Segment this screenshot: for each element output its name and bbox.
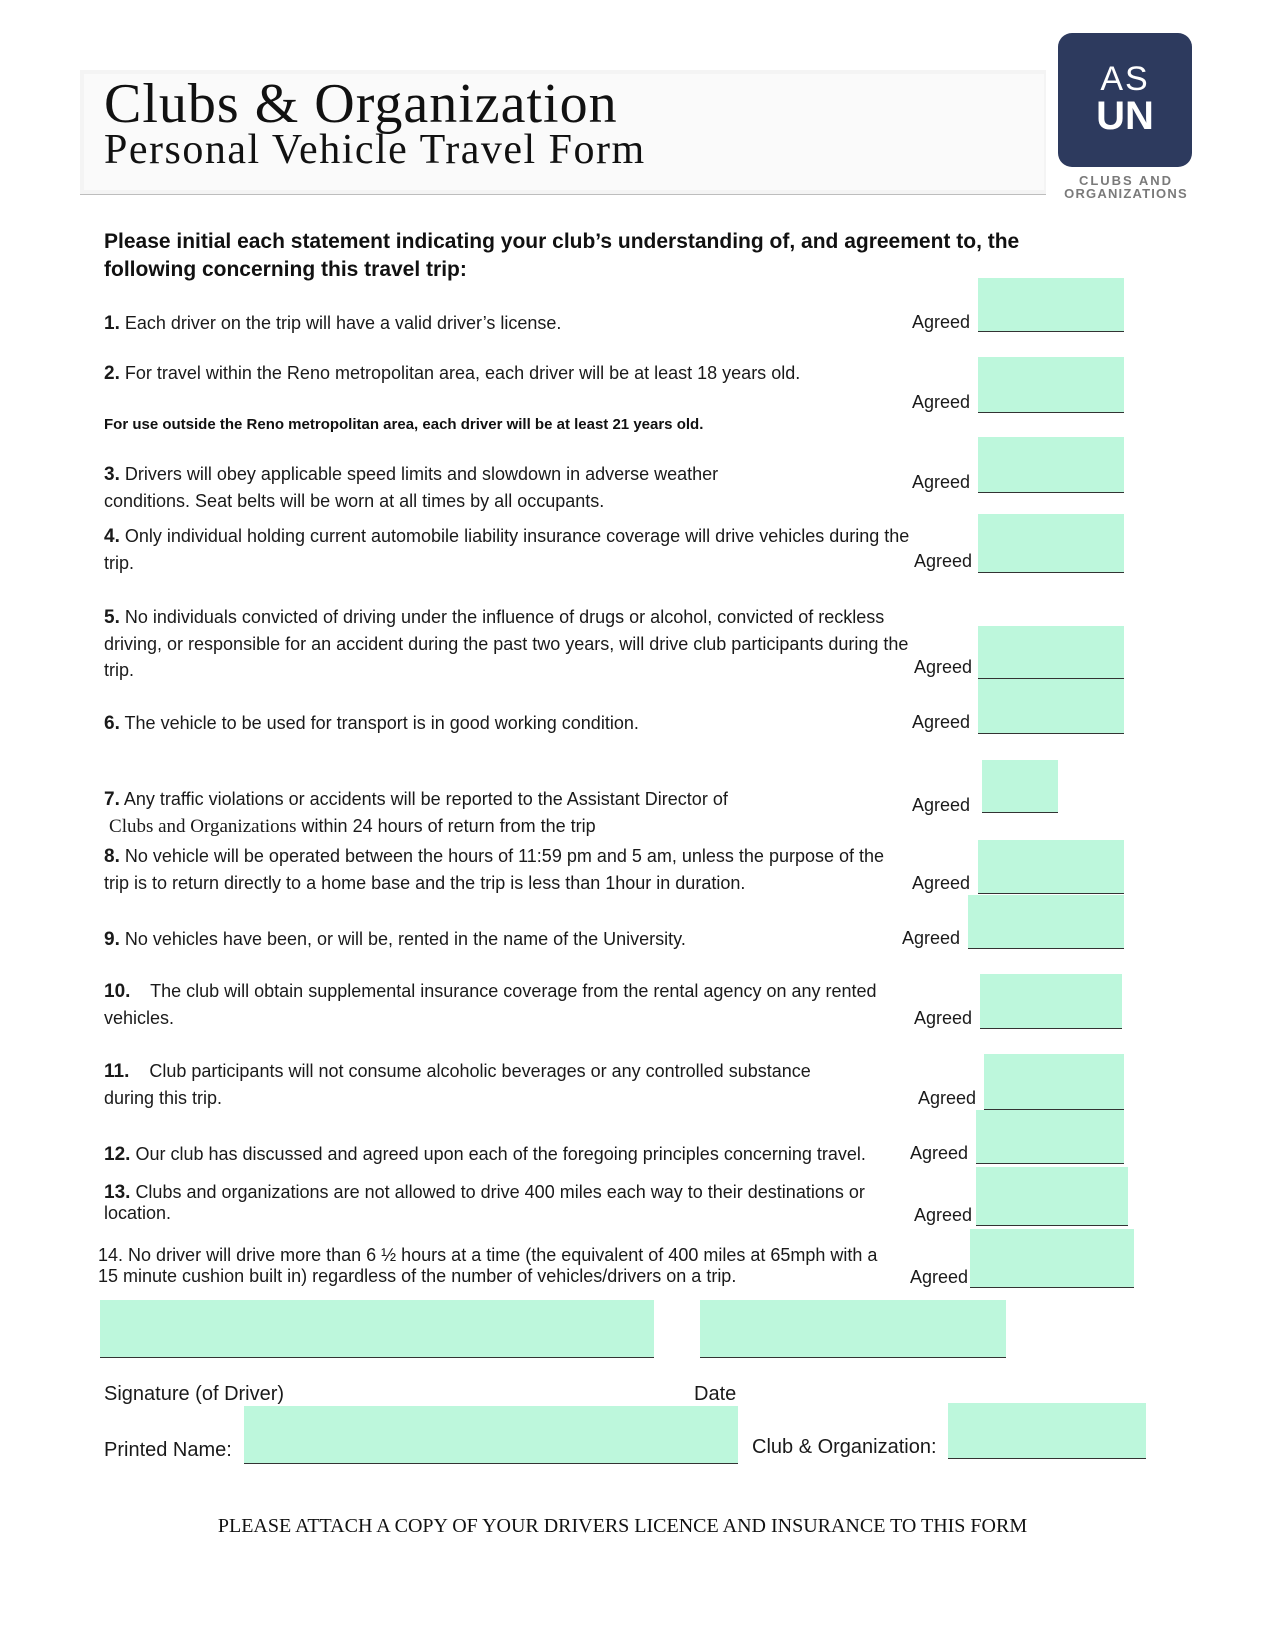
agreed-label: Agreed <box>902 928 961 948</box>
club-organization-label: Club & Organization: <box>752 1436 937 1458</box>
statement-3 <box>104 461 784 514</box>
initial-field-3[interactable] <box>978 437 1124 493</box>
statement-number: 9. <box>104 929 120 950</box>
statement-text: Only individual holding current automobile liability insurance coverage will drive vehicles during the trip. <box>104 526 910 573</box>
statement-number: 3. <box>104 464 120 485</box>
statement-5 <box>104 604 934 683</box>
date-label: Date <box>694 1383 737 1405</box>
statement-text: The vehicle to be used for transport is in good working condition. <box>124 713 639 733</box>
statement-2 <box>104 360 824 387</box>
statement-number: 12. <box>104 1144 131 1165</box>
statement-6 <box>104 710 844 737</box>
initial-field-12[interactable] <box>976 1110 1124 1164</box>
form-subtitle: Personal Vehicle Travel Form <box>104 127 646 173</box>
initial-field-8[interactable] <box>978 840 1124 894</box>
printed-name-field[interactable] <box>244 1406 738 1464</box>
agreed-label: Agreed <box>914 1008 973 1028</box>
initial-field-7[interactable] <box>982 760 1058 813</box>
statement-9 <box>104 926 844 953</box>
logo-caption-1: CLUBS AND <box>1078 173 1174 188</box>
statement-text: Club participants will not consume alcoholic beverages or any controlled substance during this trip. <box>104 1061 811 1108</box>
statement-8 <box>104 843 904 896</box>
initial-field-10[interactable] <box>980 974 1122 1029</box>
statement-text: Our club has discussed and agreed upon each of the foregoing principles concerning travel. <box>135 1144 866 1164</box>
statement-text: For travel within the Reno metropolitan area, each driver will be at least 18 years old. <box>124 363 801 383</box>
statement-number: 14. <box>98 1245 124 1265</box>
initial-field-2[interactable] <box>978 357 1124 413</box>
logo-text-bottom: UN <box>1096 94 1154 138</box>
initial-field-4[interactable] <box>978 514 1124 573</box>
statement-text-serif: Clubs and Organizations <box>109 816 297 837</box>
footer-notice: PLEASE ATTACH A COPY OF YOUR DRIVERS LICENCE AND INSURANCE TO THIS FORM <box>217 1515 1028 1537</box>
initial-field-13[interactable] <box>976 1167 1128 1226</box>
logo-caption-2: ORGANIZATIONS <box>1064 186 1188 201</box>
agreed-label: Agreed <box>912 472 971 492</box>
statement-text: within 24 hours of return from the trip <box>301 816 596 836</box>
statement-text: No vehicles have been, or will be, rented in the name of the University. <box>124 929 686 949</box>
statement-10 <box>104 978 884 1031</box>
instructions: Please initial each statement indicating your club’s understanding of, and agreement to, the following concerning this travel trip: <box>104 230 1020 281</box>
driver-signature-field[interactable] <box>100 1300 654 1358</box>
initial-field-14[interactable] <box>970 1229 1134 1288</box>
agreed-label: Agreed <box>912 392 971 412</box>
agreed-label: Agreed <box>910 1267 969 1287</box>
statement-number: 6. <box>104 713 120 734</box>
statement-7 <box>104 786 804 840</box>
statement-12 <box>104 1141 904 1168</box>
statement-number: 1. <box>104 313 120 334</box>
statement-11 <box>104 1058 864 1111</box>
statement-text: No individuals convicted of driving under the influence of drugs or alcohol, convicted of reckless driving, or responsible for an accident during the past two years, will drive club participants during the trip. <box>104 607 909 680</box>
statement-text: No driver will drive more than 6 ½ hours at a time (the equivalent of 400 miles at 65mph with a 15 minute cushion built in) regardless of the number of vehicles/drivers on a trip. <box>98 1245 878 1286</box>
statement-number: 4. <box>104 526 120 547</box>
form-title: Clubs & Organization <box>104 73 618 135</box>
statement-number: 10. <box>104 981 131 1002</box>
agreed-label: Agreed <box>912 795 971 815</box>
date-field[interactable] <box>700 1300 1006 1358</box>
statement-text: No vehicle will be operated between the hours of 11:59 pm and 5 am, unless the purpose of the trip is to return directly to a home base and the trip is less than 1hour in duration. <box>104 846 885 893</box>
initial-field-5[interactable] <box>978 626 1124 679</box>
statement-text: Drivers will obey applicable speed limits and slowdown in adverse weather conditions. Seat belts will be worn at all times by all occupants. <box>104 464 719 511</box>
statement-14 <box>98 1245 898 1287</box>
statement-4 <box>104 523 934 576</box>
agreed-label: Agreed <box>914 551 973 571</box>
statement-1 <box>104 310 844 337</box>
printed-name-label: Printed Name: <box>104 1439 232 1461</box>
statement-number: 2. <box>104 363 120 384</box>
initial-field-1[interactable] <box>978 278 1124 332</box>
statement-text: Clubs and organizations are not allowed to drive 400 miles each way to their destinations or location. <box>104 1182 865 1223</box>
statement-2-note: For use outside the Reno metropolitan area, each driver will be at least 21 years old. <box>104 416 704 433</box>
statement-text: Each driver on the trip will have a valid driver’s license. <box>124 313 562 333</box>
statement-number: 7. <box>104 789 120 810</box>
agreed-label: Agreed <box>914 1205 973 1225</box>
agreed-label: Agreed <box>918 1088 977 1108</box>
statement-number: 8. <box>104 846 120 867</box>
agreed-label: Agreed <box>912 873 971 893</box>
initial-field-11[interactable] <box>984 1054 1124 1110</box>
agreed-label: Agreed <box>912 312 971 332</box>
statement-number: 13. <box>104 1182 131 1203</box>
statement-text: The club will obtain supplemental insurance coverage from the rental agency on any rented vehicles. <box>104 981 877 1028</box>
agreed-label: Agreed <box>914 657 973 677</box>
statement-number: 11. <box>104 1061 130 1082</box>
logo-text-top: AS <box>1100 60 1150 98</box>
driver-signature-label: Signature (of Driver) <box>104 1383 285 1405</box>
club-organization-field[interactable] <box>948 1403 1146 1459</box>
initial-field-9[interactable] <box>968 895 1124 949</box>
agreed-label: Agreed <box>910 1143 969 1163</box>
initial-field-6[interactable] <box>978 679 1124 734</box>
statement-number: 5. <box>104 607 120 628</box>
statement-13 <box>104 1182 894 1224</box>
statement-text: Any traffic violations or accidents will be reported to the Assistant Director of <box>123 789 728 809</box>
agreed-label: Agreed <box>912 712 971 732</box>
